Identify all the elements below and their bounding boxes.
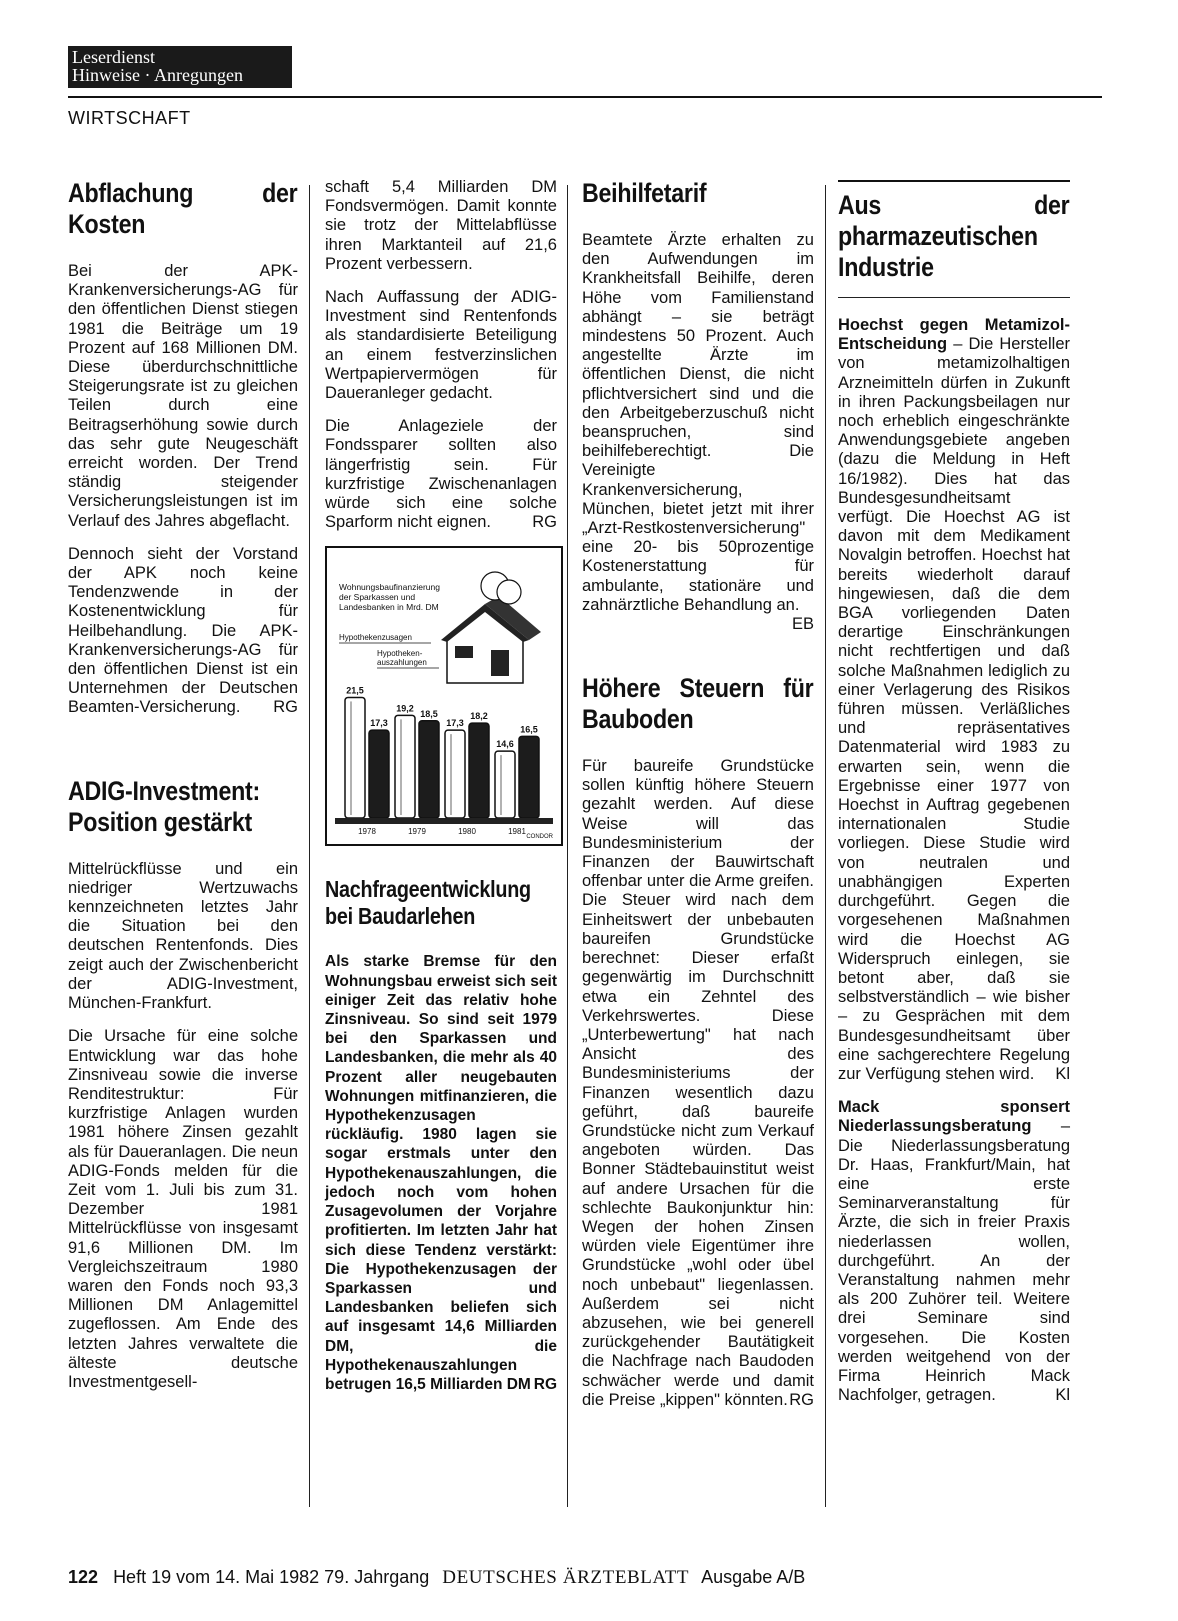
- chart-svg: [327, 548, 561, 844]
- headline-abflachung: Abflachung der Kosten: [68, 178, 298, 239]
- column-rule-3: [825, 185, 826, 1507]
- data-label: 21,5: [346, 685, 364, 696]
- paragraph: Mittelrückflüsse und ein niedriger Wertzuwachs kennzeichneten letztes Jahr die Situation bei den deutschen Rentenfonds. Dies zeigt auch der Zwischenbericht der ADIG-Investment, München-Frankfurt.: [68, 859, 298, 1013]
- author-sign: EB: [791, 615, 814, 634]
- data-label: 18,5: [420, 709, 438, 720]
- column-rule-2: [567, 185, 568, 1507]
- bar-chart: [325, 546, 563, 846]
- page-number: 122: [68, 1567, 99, 1587]
- headline-adig: ADIG-Investment: Position gestärkt: [68, 775, 260, 837]
- data-label: 16,5: [520, 724, 538, 735]
- paragraph: [325, 417, 557, 532]
- paragraph: Bei der APK-Krankenversicherungs-AG für den öffentlichen Dienst stiegen 1981 die Beiträge um 19 Prozent auf 168 Millionen DM. Diese überdurchschnittliche Steigerungsrate ist zu gleichen Teilen durch eine Beitragserhöhung sowie durch das sehr gute Neugeschäft erreicht worden. Der Trend ständig steigender Versicherungsleistungen ist im Verlauf des Jahres abgeflacht.: [68, 262, 298, 530]
- bar-1978-auszahlungen: [369, 731, 389, 819]
- author-sign: Kl: [1055, 1386, 1070, 1405]
- intro-text: Als starke Bremse für den Wohnungsbau erweist sich seit einiger Zeit das relativ hohe Zinsniveau. So sind seit 1979 bei den Sparkassen und Landesbanken, die mehr als 40 Prozent aller neugebauten Wohnungen mitfinanzieren, die Hypothekenzusagen rückläufig. 1980 lagen sie sogar erstmals unter den Hypothekenauszahlungen, die jedoch noch vom hohen Zusagevolumen der Vorjahre profitierten. Im letzten Jahr hat sich diese Tendenz verstärkt: Die Hypothekenzusagen der Sparkassen und Landesbanken beliefen sich auf insgesamt 14,6 Milliarden DM, die Hypothekenauszahlungen betrugen 16,5 Milliarden DM: [325, 953, 557, 1393]
- divider: [838, 297, 1070, 298]
- legend-auszahlungen-1: Hypotheken-: [377, 649, 423, 659]
- edition: Ausgabe A/B: [701, 1567, 806, 1587]
- box-top-rule: [838, 180, 1070, 283]
- data-label: 17,3: [446, 718, 464, 729]
- bar-1979-zusagen: [395, 716, 415, 819]
- x-tick-label: 1981: [508, 827, 526, 837]
- paragraph: Die Ursache für eine solche Entwicklung war das hohe Zinsniveau sowie die inverse Renditestruktur: Für kurzfristige Anlagen wurden 1981 höhere Zinsen gezahlt als für Daueranlagen. Die neun ADIG-Fonds melden für die Zeit vom 1. Juli bis zum 31. Dezember 1981 Mittelrückflüsse von insgesamt 91,6 Millionen DM. Im Vergleichszeitraum 1980 waren den Fonds noch 93,3 Millionen DM Anlagemittel zugeflossen. Am Ende des letzten Jahres verwaltete die älteste deutsche Investmentgesell-: [68, 1027, 298, 1391]
- issue-info: Heft 19 vom 14. Mai 1982 79. Jahrgang: [113, 1567, 430, 1587]
- section-label: WIRTSCHAFT: [68, 108, 191, 128]
- box-line-2: Hinweise · Anregungen: [72, 65, 243, 85]
- lead-mack: Mack sponsert Niederlassungsberatung: [838, 1098, 1070, 1136]
- author-sign: RG: [532, 513, 557, 532]
- coin-icon: [497, 580, 521, 604]
- masthead: DEUTSCHES ÄRZTEBLATT: [442, 1567, 690, 1588]
- author-sign: RG: [533, 1375, 557, 1393]
- bar-1980-auszahlungen: [469, 724, 489, 819]
- paragraph-text: Dennoch sieht der Vorstand der APK noch keine Tendenzwende in der Kostenentwicklung für Heilbehandlung. Die APK-Krankenversicherungs-AG für den öffentlichen Dienst ist ein Unternehmen der Deutschen Beamten-Versicherung.: [68, 544, 298, 717]
- column-1: [68, 178, 298, 1406]
- paragraph: [582, 231, 814, 634]
- page-footer: [68, 1567, 805, 1589]
- bar-1979-auszahlungen: [419, 721, 439, 818]
- chart-baseline: [335, 818, 553, 824]
- paragraph-text: Die Anlageziele der Fondssparer sollten also längerfristig sein. Für kurzfristige Zwischenanlagen würde sich eine solche Sparform nicht eignen.: [325, 417, 557, 532]
- intro-paragraph: [325, 952, 557, 1394]
- column-4: [838, 180, 1070, 1419]
- headline-nachfrage: Nachfrageentwicklung bei Baudarlehen: [325, 876, 531, 930]
- legend-zusagen: Hypothekenzusagen: [339, 633, 412, 643]
- paragraph-text: – Die Hersteller von metamizolhaltigen Arzneimitteln dürfen in Zukunft in ihren Packungsbeilagen nur noch erheblich eingeschränkte Anwendungsgebiete angeben (dazu die Meldung in Heft 16/1982). Dies hat das Bundesgesundheitsamt verfügt. Die Hoechst AG ist davon mit dem Medikament Novalgin betroffen. Hoechst hat bereits wiederholt darauf hingewiesen, daß die dem BGA vorliegenden Daten derartige Einschränkungen nicht rechtfertigen und daß solche Maßnahmen lediglich zu einer Verlagerung des Risikos führen müssen. Verläßliches und repräsentatives Datenmaterial wird 1983 zu erwarten sein, wenn die Ergebnisse einer 1977 von Hoechst in Auftrag gegebenen internationalen Studie vorliegen. Diese Studie wird von neutralen und unabhängigen Experten durchgeführt. Gegen die vorgesehenen Maßnahmen wird die Hoechst AG Widerspruch einlegen, sie betont aber, daß sie selbstverständlich – wie bisher – zu Gesprächen mit dem Bundesgesundheitsamt über eine sachgerechtere Regelung zur Verfügung stehen wird.: [838, 335, 1070, 1083]
- x-tick-label: 1978: [358, 827, 376, 837]
- chart-credit: CONDOR: [526, 834, 553, 841]
- author-sign: Kl: [1055, 1064, 1070, 1083]
- chart-title-line: der Sparkassen und: [339, 592, 416, 603]
- bar-1980-zusagen: [445, 731, 465, 819]
- data-label: 14,6: [496, 739, 514, 750]
- paragraph-text: Beamtete Ärzte erhalten zu den Aufwendungen im Krankheitsfall Beihilfe, deren Höhe vom Familienstand abhängt – sie beträgt mindestens 50 Prozent. Auch angestellte Ärzte im öffentlichen Dienst, die nicht pflichtversichert sind und die den Arbeitgeberzuschuß nicht beanspruchen, sind beihilfeberechtigt. Die Vereinigte Krankenversicherung, München, bietet jetzt mit ihrer „Arzt-Restkostenversicherung" eine 20- bis 50prozentige Kostenerstattung für ambulante, stationäre und zahnärztliche Behandlung an.: [582, 231, 814, 614]
- paragraph-text: – Die Niederlassungsberatung Dr. Haas, Frankfurt/Main, hat eine erste Seminarveranstaltung für Ärzte, die sich in freier Praxis niederlassen wollen, durchgeführt. An der Veranstaltung nahmen mehr als 200 Zuhörer teil. Weitere drei Seminare sind vorgesehen. Die Kosten werden weitgehend von der Firma Heinrich Mack Nachfolger, getragen.: [838, 1117, 1070, 1405]
- box-line-1: Leserdienst: [72, 47, 155, 67]
- paragraph: [838, 1098, 1070, 1405]
- header-rule: [68, 96, 1102, 98]
- bar-1978-zusagen: [345, 698, 365, 819]
- house-door-icon: [491, 650, 509, 676]
- paragraph: [582, 757, 814, 1410]
- x-tick-label: 1979: [408, 827, 426, 837]
- column-2: [325, 178, 557, 1408]
- author-sign: RG: [789, 1390, 814, 1409]
- legend-auszahlungen-2: auszahlungen: [377, 658, 427, 668]
- headline-pharma: Aus der pharmazeutischen Industrie: [838, 190, 1070, 282]
- data-label: 18,2: [470, 711, 488, 722]
- paragraph-text: Für baureife Grundstücke sollen künftig höhere Steuern gezahlt werden. Auf diese Weise will das Bundesministerium der Finanzen der Bauwirtschaft offenbar unter die Arme greifen. Die Steuer wird nach dem Einheitswert der unbebauten baureifen Grundstücke berechnet: Dieser erfaßt gegenwärtig im Durchschnitt etwa ein Zehntel des Verkehrswertes. Diese „Unterbewertung" hat nach Ansicht des Bundesministeriums der Finanzen wesentlich dazu geführt, daß baureife Grundstücke nicht zum Verkauf angeboten würden. Das Bonner Städtebauinstitut weist auf andere Ursachen für die schlechte Baukonjunktur hin: Wegen der hohen Zinsen würden viele Eigentümer ihre Grundstücke „wohl oder übel noch unbebaut" liegenlassen. Außerdem sei nicht abzusehen, wie bei generell zurückgehender Bautätigkeit die Nachfrage nach Baudoden schwächer werde und damit die Preise „kippen" könnten.: [582, 757, 814, 1409]
- x-tick-label: 1980: [458, 827, 476, 837]
- column-3: [582, 178, 814, 1424]
- headline-beihilfetarif: Beihilfetarif: [582, 178, 707, 208]
- paragraph: schaft 5,4 Milliarden DM Fondsvermögen. Damit konnte sie trotz der Mittelabflüsse ihren Marktanteil auf 21,6 Prozent verbessern.: [325, 178, 557, 273]
- data-label: 17,3: [370, 718, 388, 729]
- house-window-icon: [455, 646, 473, 658]
- chart-title-line: Wohnungsbaufinanzierung: [339, 582, 440, 593]
- chart-title-line: Landesbanken in Mrd. DM: [339, 602, 439, 613]
- column-rule-1: [309, 185, 310, 1507]
- lead-hoechst: Hoechst gegen Metamizol-Entscheidung: [838, 316, 1070, 354]
- headline-steuern: Höhere Steuern für Bauboden: [582, 673, 814, 735]
- author-sign: RG: [273, 698, 298, 717]
- paragraph: [838, 316, 1070, 1084]
- data-label: 19,2: [396, 703, 414, 714]
- bar-1981-zusagen: [495, 752, 515, 819]
- paragraph: Nach Auffassung der ADIG-Investment sind Rentenfonds als standardisierte Beteiligung an einem festverzinslichen Wertpapiervermögen für Daueranleger gedacht.: [325, 288, 557, 403]
- leserdienst-box: [68, 46, 292, 88]
- paragraph: [68, 545, 298, 718]
- bar-1981-auszahlungen: [519, 737, 539, 819]
